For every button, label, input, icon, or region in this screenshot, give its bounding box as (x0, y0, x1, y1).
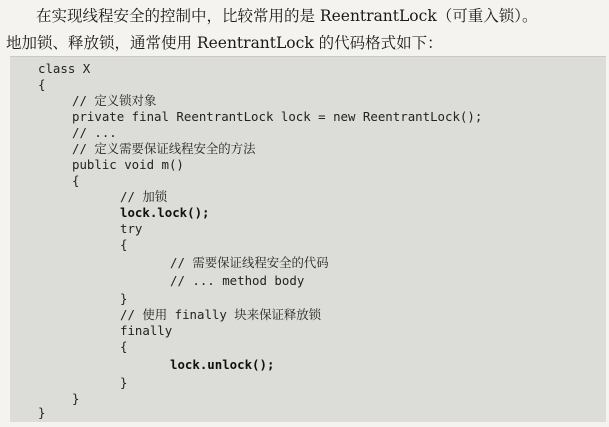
code-line-class-declaration: class X (38, 61, 91, 76)
code-line-comment-ellipsis: // ... (72, 125, 117, 140)
intro-paragraph-line-2: 地加锁、释放锁，通常使用 ReentrantLock 的代码格式如下： (6, 34, 443, 52)
intro-paragraph-line-1: 在实现线程安全的控制中，比较常用的是 ReentrantLock（可重入锁）。 (36, 7, 538, 25)
code-line-try: try (120, 221, 143, 236)
code-line-finally-open-brace: { (120, 339, 128, 354)
code-line-finally: finally (120, 323, 173, 338)
code-line-comment-finally: // 使用 finally 块来保证释放锁 (120, 307, 322, 322)
code-line-method-open-brace: { (72, 173, 80, 188)
code-line-comment-define-method: // 定义需要保证线程安全的方法 (72, 141, 256, 156)
code-line-comment-acquire-lock: // 加锁 (120, 189, 168, 204)
code-line-class-open-brace: { (38, 77, 46, 92)
code-line-method-signature: public void m() (72, 157, 184, 172)
code-line-lock-call: lock.lock(); (120, 205, 210, 220)
code-line-try-close-brace: } (120, 291, 128, 306)
code-line-try-open-brace: { (120, 237, 128, 252)
code-line-method-close-brace: } (72, 391, 80, 406)
code-line-class-close-brace: } (38, 405, 46, 420)
code-block (10, 56, 606, 422)
code-line-comment-method-body: // ... method body (170, 273, 305, 288)
code-line-unlock-call: lock.unlock(); (170, 357, 275, 372)
code-line-lock-field: private final ReentrantLock lock = new ReentrantLock(); (72, 109, 483, 124)
code-line-finally-close-brace: } (120, 375, 128, 390)
code-line-comment-define-lock: // 定义锁对象 (72, 93, 157, 108)
code-line-comment-thread-safe-code: // 需要保证线程安全的代码 (170, 255, 329, 270)
